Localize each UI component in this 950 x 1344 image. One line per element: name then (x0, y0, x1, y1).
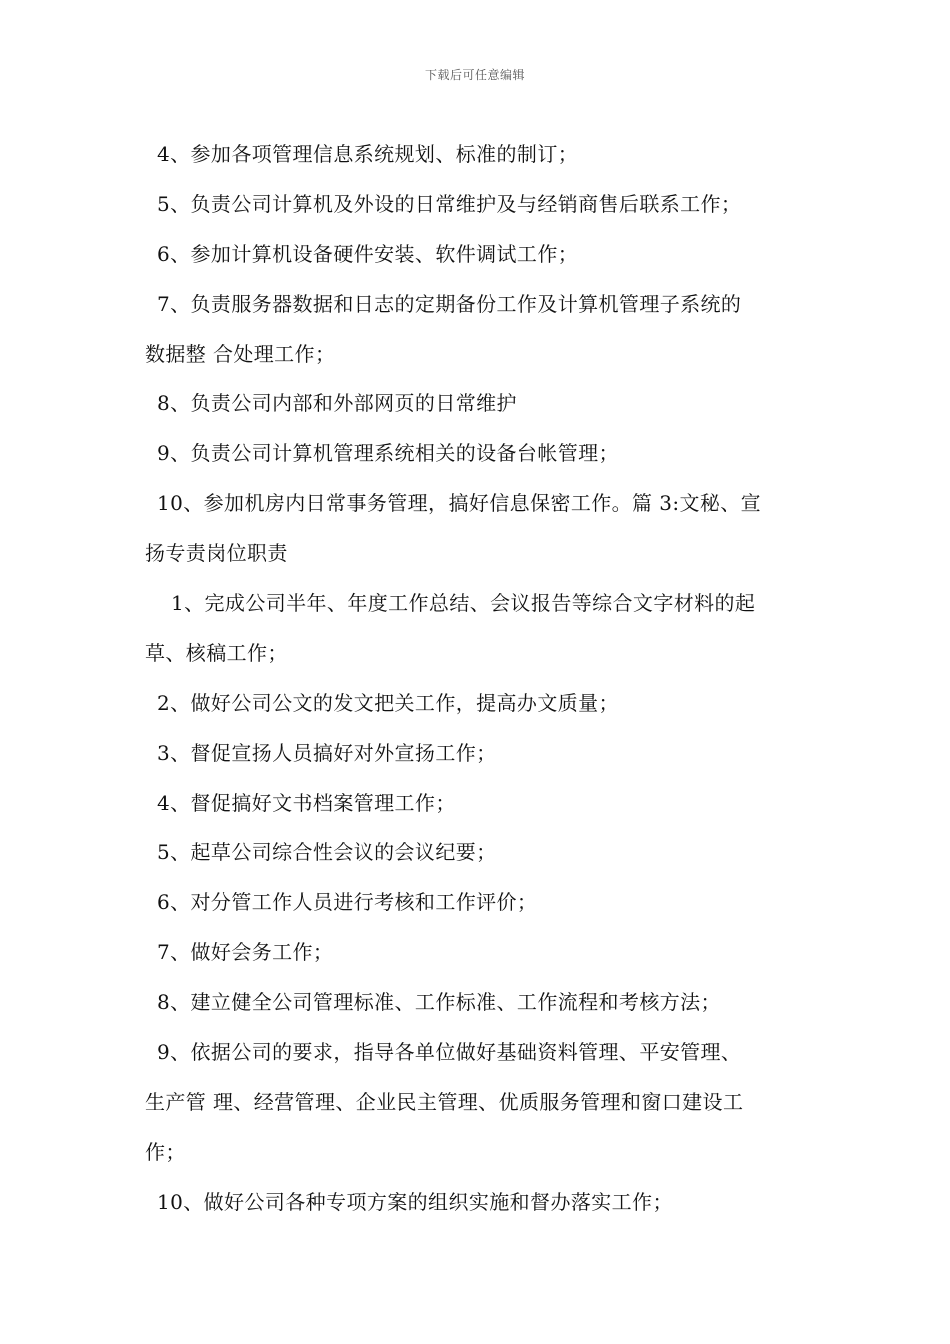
list-item: 8、建立健全公司管理标准、工作标准、工作流程和考核方法； (157, 990, 721, 1015)
list-item: 7、负责服务器数据和日志的定期备份工作及计算机管理子系统的 (157, 291, 742, 316)
list-item: 3、督促宣扬人员搞好对外宣扬工作； (157, 740, 497, 765)
list-item: 2、做好公司公文的发文把关工作，提高办文质量； (157, 690, 619, 715)
list-item: 9、负责公司计算机管理系统相关的设备台帐管理； (157, 441, 619, 466)
list-item-continuation: 生产管 理、经营管理、企业民主管理、优质服务管理和窗口建设工 (145, 1089, 744, 1114)
list-item: 4、参加各项管理信息系统规划、标准的制订； (157, 142, 579, 166)
list-item: 5、负责公司计算机及外设的日常维护及与经销商售后联系工作； (157, 191, 742, 216)
page-header: 下载后可任意编辑 (424, 68, 525, 82)
list-item: 8、负责公司内部和外部网页的日常维护 (157, 391, 517, 416)
list-item: 4、督促搞好文书档案管理工作； (157, 790, 456, 815)
list-item: 10、参加机房内日常事务管理，搞好信息保密工作。篇 3:文秘、宣 (157, 491, 762, 516)
list-item: 5、起草公司综合性会议的会议纪要； (157, 840, 497, 865)
list-item: 10、做好公司各种专项方案的组织实施和督办落实工作； (157, 1189, 673, 1214)
list-item-continuation: 扬专责岗位职责 (145, 541, 288, 566)
list-item-continuation: 草、核稿工作； (145, 640, 288, 665)
list-item: 7、做好会务工作； (157, 940, 334, 965)
list-item-continuation: 作； (145, 1139, 186, 1164)
list-item: 1、完成公司半年、年度工作总结、会议报告等综合文字材料的起 (171, 591, 756, 616)
document-body (145, 130, 810, 1228)
list-item-continuation: 数据整 合处理工作； (145, 341, 336, 366)
list-item: 6、参加计算机设备硬件安装、软件调试工作； (157, 241, 579, 266)
list-item: 9、依据公司的要求，指导各单位做好基础资料管理、平安管理、 (157, 1040, 742, 1065)
list-item: 6、对分管工作人员进行考核和工作评价； (157, 890, 538, 915)
